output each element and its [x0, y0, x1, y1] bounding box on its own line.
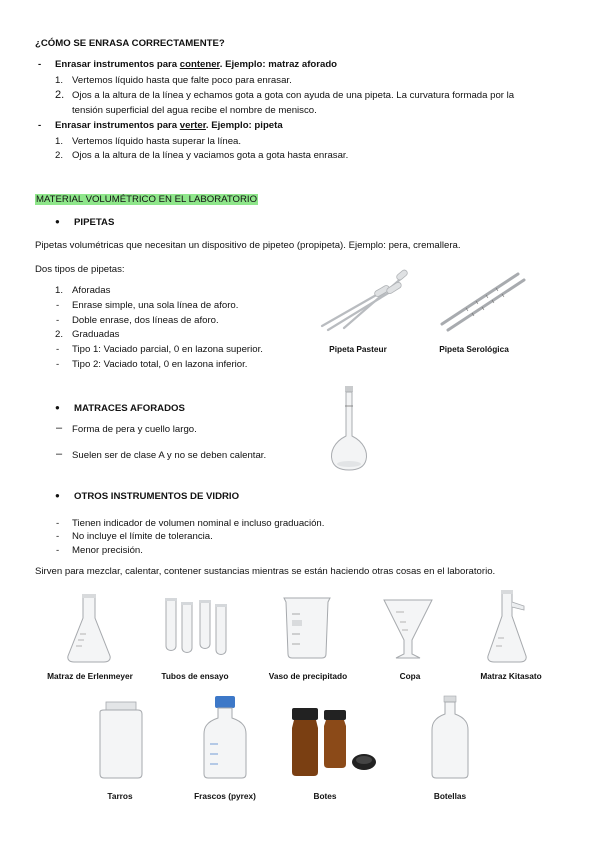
list-dash: – — [56, 448, 63, 460]
otros-heading: OTROS INSTRUMENTOS DE VIDRIO — [74, 491, 240, 502]
caption-pipeta-serologica: Pipeta Serológica — [439, 344, 509, 354]
numbered-marker: 1. — [55, 136, 64, 147]
list-marker: - — [56, 300, 60, 311]
caption-tubos: Tubos de ensayo — [161, 671, 229, 681]
bullet-dot: ● — [55, 217, 60, 226]
caption-tarros: Tarros — [107, 791, 133, 801]
caption-frascos: Frascos (pyrex) — [194, 791, 256, 801]
list-marker: 2. — [55, 329, 64, 340]
caption-botes: Botes — [313, 791, 337, 801]
glass-bottle-image — [428, 694, 472, 780]
otros-bullet: Menor precisión. — [72, 545, 143, 556]
jar-image — [92, 700, 150, 780]
pipetas-intro: Pipetas volumétricas que necesitan un dispositivo de pipeteo (propipeta). Ejemplo: pera, cremallera. — [35, 240, 461, 251]
list-dash: - — [38, 59, 42, 70]
list-text: Graduadas — [72, 329, 120, 340]
verter-item: Enrasar instrumentos para verter. Ejemplo: pipeta — [55, 120, 283, 131]
test-tubes-image — [160, 594, 232, 656]
amber-bottles-image — [288, 706, 382, 778]
numbered-marker: 2. — [55, 150, 64, 161]
list-marker: - — [56, 359, 60, 370]
pipetas-heading: PIPETAS — [74, 217, 115, 228]
step-text: Ojos a la altura de la línea y vaciamos gota a gota hasta enrasar. — [72, 150, 349, 161]
erlenmeyer-flask-image — [62, 592, 116, 664]
volumetric-flask-image — [326, 384, 372, 474]
page-title: ¿CÓMO SE ENRASA CORRECTAMENTE? — [35, 38, 225, 49]
matraces-bullet: Suelen ser de clase A y no se deben calentar. — [72, 450, 267, 461]
contener-item: Enrasar instrumentos para contener. Ejemplo: matraz aforado — [55, 59, 338, 70]
serological-pipette-image — [436, 268, 528, 334]
caption-botellas: Botellas — [433, 791, 467, 801]
step-text: Vertemos líquido hasta superar la línea. — [72, 136, 242, 147]
bullet-dot: ● — [55, 491, 60, 500]
list-dash: - — [56, 518, 60, 529]
pasteur-pipette-image — [318, 268, 410, 332]
numbered-marker: 1. — [55, 75, 64, 86]
list-text: Tipo 2: Vaciado total, 0 en lazona inferior. — [72, 359, 248, 370]
otros-bullet: Tienen indicador de volumen nominal e incluso graduación. — [72, 518, 325, 529]
bullet-dot: ● — [55, 403, 60, 412]
list-marker: 1. — [55, 285, 64, 296]
otros-summary: Sirven para mezclar, calentar, contener sustancias mientras se están haciendo otras cosas en el laboratorio. — [35, 566, 496, 577]
step-text: tensión superficial del agua recibe el nombre de menisco. — [72, 105, 317, 116]
list-dash: – — [56, 422, 63, 434]
list-text: Doble enrase, dos líneas de aforo. — [72, 315, 219, 326]
beaker-image — [280, 594, 334, 660]
otros-bullet: No incluye el límite de tolerancia. — [72, 531, 213, 542]
list-marker: - — [56, 344, 60, 355]
list-text: Tipo 1: Vaciado parcial, 0 en lazona superior. — [72, 344, 263, 355]
list-dash: - — [38, 120, 42, 131]
kitasato-flask-image — [482, 588, 532, 664]
pyrex-bottle-image — [200, 694, 250, 780]
step-text: Ojos a la altura de la línea y echamos gota a gota con ayuda de una pipeta. La curvatura formada por la — [72, 90, 515, 101]
list-marker: - — [56, 315, 60, 326]
section-heading: MATERIAL VOLUMÉTRICO EN EL LABORATORIO — [36, 194, 258, 205]
matraces-bullet: Forma de pera y cuello largo. — [72, 424, 197, 435]
numbered-marker: 2. — [55, 89, 65, 101]
caption-copa: Copa — [399, 671, 421, 681]
caption-kitasato: Matraz Kitasato — [480, 671, 542, 681]
list-dash: - — [56, 545, 60, 556]
caption-erlenmeyer: Matraz de Erlenmeyer — [47, 671, 133, 681]
list-dash: - — [56, 531, 60, 542]
step-text: Vertemos líquido hasta que falte poco para enrasar. — [72, 75, 292, 86]
list-text: Aforadas — [72, 285, 111, 296]
caption-vaso-precipitado: Vaso de precipitado — [268, 671, 348, 681]
pipetas-types-intro: Dos tipos de pipetas: — [35, 264, 125, 275]
list-text: Enrase simple, una sola línea de aforo. — [72, 300, 239, 311]
caption-pipeta-pasteur: Pipeta Pasteur — [329, 344, 387, 354]
conical-cup-image — [382, 596, 434, 662]
matraces-heading: MATRACES AFORADOS — [74, 403, 185, 414]
